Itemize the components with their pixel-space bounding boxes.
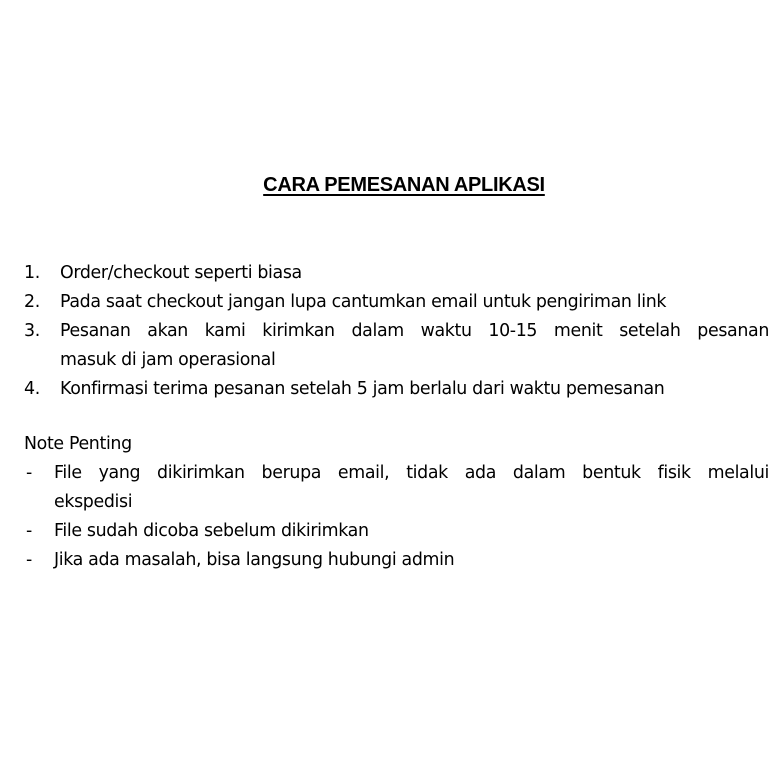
note-heading: Note Penting — [24, 434, 132, 454]
note-dash: - — [26, 463, 32, 483]
order-steps-list — [24, 259, 769, 404]
notes-list — [24, 459, 769, 575]
order-step — [24, 375, 769, 404]
step-number: 3. — [24, 321, 40, 341]
note-item — [24, 517, 769, 546]
note-text: File sudah dicoba sebelum dikirimkan — [54, 521, 369, 541]
step-text: Order/checkout seperti biasa — [60, 263, 302, 283]
note-item — [24, 546, 769, 575]
note-text: Jika ada masalah, bisa langsung hubungi admin — [54, 550, 455, 570]
note-item — [24, 459, 769, 517]
step-number: 4. — [24, 379, 40, 399]
step-text: Konfirmasi terima pesanan setelah 5 jam berlalu dari waktu pemesanan — [60, 379, 665, 399]
step-text-line-2: masuk di jam operasional — [60, 350, 276, 370]
order-step — [24, 288, 769, 317]
step-text-line-1: Pesanan akan kami kirimkan dalam waktu 10-15 menit setelah pesanan — [60, 321, 769, 341]
step-number: 2. — [24, 292, 40, 312]
note-dash: - — [26, 550, 32, 570]
order-step — [24, 259, 769, 288]
note-dash: - — [26, 521, 32, 541]
note-text-line-2: ekspedisi — [54, 492, 133, 512]
order-step — [24, 317, 769, 375]
step-text: Pada saat checkout jangan lupa cantumkan email untuk pengiriman link — [60, 292, 667, 312]
document-title: CARA PEMESANAN APLIKASI — [263, 174, 545, 196]
note-text-line-1: File yang dikirimkan berupa email, tidak ada dalam bentuk fisik melalui — [54, 463, 769, 483]
step-number: 1. — [24, 263, 40, 283]
